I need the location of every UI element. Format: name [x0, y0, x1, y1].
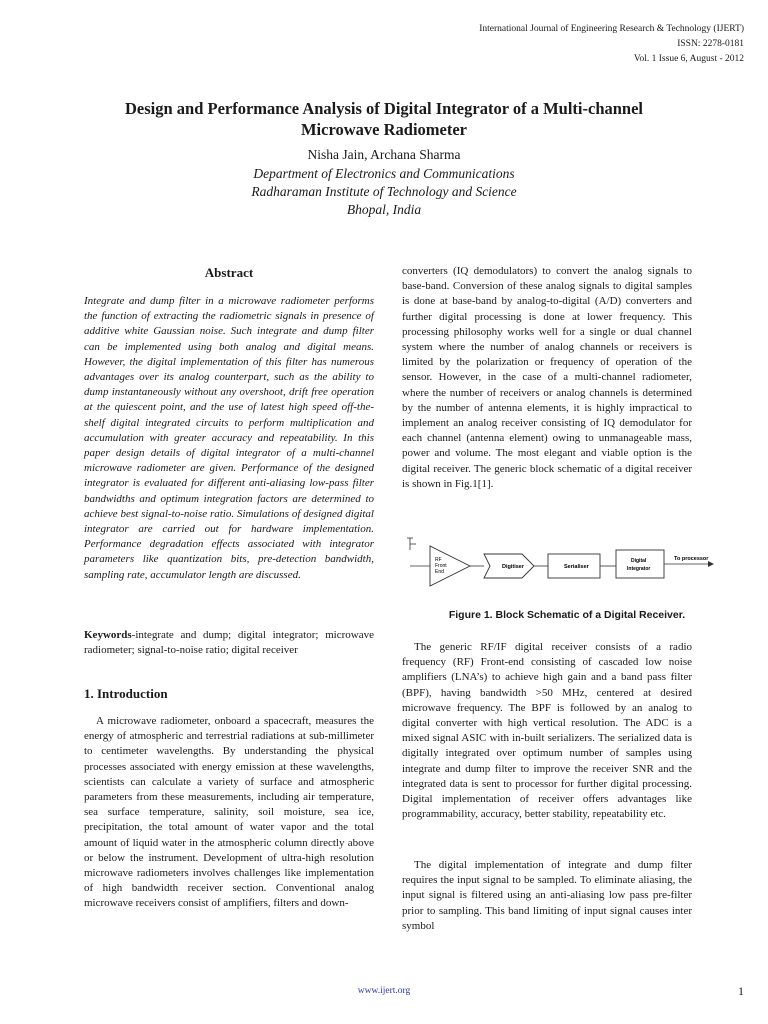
digitiser-label: Digitiser — [502, 564, 525, 570]
figure-caption: Figure 1. Block Schematic of a Digital Receiver. — [448, 609, 686, 621]
intro-paragraph-1: A microwave radiometer, onboard a spacecraft, measures the energy of atmospheric and terrestrial radiations at sub-millimeter to centimeter wavelengths. By understanding the physical processes associated with energy emission at these wavelengths, scientists can calculate a variety of surface and atmospheric parameters from these measurements, including air temperature, sea surface temperature, salinity, soil moisture, sea ice, precipitation, the total amount of water vapor and the total amount of liquid water in the atmospheric column directly above or below the instrument. Development of ultra-high resolution microwave radiometers involves challenges like implementation of high bandwidth receiver section. Conventional analog microwave receivers consist of amplifiers, filters and down- — [84, 715, 374, 910]
block-diagram — [402, 530, 742, 590]
footer-url[interactable]: www.ijert.org — [357, 986, 411, 996]
paper-title — [60, 98, 708, 140]
affiliation-city: Bhopal, India — [346, 202, 422, 217]
rf-label-2: Front — [435, 563, 447, 569]
output-label: To processor — [674, 556, 709, 562]
volume-issue: Vol. 1 Issue 6, August - 2012 — [633, 54, 744, 64]
right-paragraph-1: converters (IQ demodulators) to convert the analog signals to base-band. Conversion of these analog signals to digital samples is done at base-band by analog-to-digital (A/D) converters and further digital processing is done at lower frequency. This processing philosophy works well for a single or dual channel system where the number of analog channels or receivers is limited by the polarization or frequency of operation of the sensor. However, in the case of a multi-channel radiometer, where the number of receivers or analog channels is determined by the number of antenna elements, it is highly impractical to implement an analog receiver consisting of IQ demodulator for each channel (antenna element) owing to unmanageable mass, power and volume. The most elegant and viable option is the digital receiver. The generic block schematic of a digital receiver is shown in Fig.1[1]. — [402, 265, 692, 490]
rf-label-3: End — [435, 569, 444, 575]
integrator-block — [616, 550, 664, 578]
journal-name: International Journal of Engineering Research & Technology (IJERT) — [479, 24, 744, 34]
title-line-2: Microwave Radiometer — [300, 120, 467, 139]
integrator-label-1: Digital — [631, 558, 647, 564]
abstract-text: Integrate and dump filter in a microwave radiometer performs the function of extracting the radiometric signals in presence of additive white Gaussian noise. Such integrate and dump filter can be implemented using both analog and digital means. However, the digital implementation of this filter has numerous advantages over its analog counterpart, such as the ability to dump instantaneously without any overshoot, drift free operation at the quiescent point, and the use of latest high speed off-the-shelf digital integrated circuits to perform multiplication and accumulation with greater accuracy and repeatability. In this paper design details of digital integrator of a multi-channel microwave radiometer are given. Performance of the designed integrator is evaluated for different anti-aliasing low-pass filter bandwidths and optimum integration factors are determined to achieve best signal-to-noise ratio. Simulations of designed digital integrator are carried out for hardware implementation. Performance degradation effects associated with integrator parameters like quantization bits, pre-detection bandwidth, sampling rate, accumulator length are discussed. — [84, 295, 374, 581]
keywords-label: Keywords — [84, 629, 132, 641]
right-paragraph-3: The digital implementation of integrate and dump filter requires the input signal to be sampled. To eliminate aliasing, the input signal is filtered using an anti-aliasing low pass pre-filter prior to sampling. This band limiting of input signal causes inter symbol — [402, 859, 692, 932]
keywords-text: -integrate and dump; digital integrator; microwave radiometer; signal-to-noise ratio; digital receiver — [84, 629, 374, 657]
right-paragraph-2: The generic RF/IF digital receiver consists of a radio frequency (RF) Front-end consisting of cascaded low noise amplifiers (LNA’s) to achieve high gain and a band pass filter (BPF), having bandwidth >50 MHz, centered at desired microwave frequency. The BPF is followed by an analog to digital converter with high vertical resolution. The ADC is a mixed signal ASIC with in-built serializers. The serialized data is digitally integrated over optimum number of samples using integrate and dump filter to improve the receiver SNR and the integrated data is sent to processor for further digital processing. Digital implementation of receiver offers advantages like programmability, accuracy, better stability, repeatability etc. — [402, 641, 692, 821]
integrator-label-2: Integrator — [627, 566, 651, 572]
journal-header — [479, 22, 744, 67]
issn: ISSN: 2278-0181 — [677, 39, 744, 49]
page-number: 1 — [738, 984, 744, 998]
abstract-heading: Abstract — [204, 265, 254, 280]
authors: Nisha Jain, Archana Sharma — [307, 147, 461, 162]
rf-label-1: RF — [435, 557, 442, 563]
affiliation-dept: Department of Electronics and Communications — [253, 166, 515, 181]
affiliation-institute: Radharaman Institute of Technology and Science — [251, 184, 517, 199]
keywords — [84, 628, 374, 658]
serialiser-label: Serialiser — [564, 564, 589, 570]
title-line-1: Design and Performance Analysis of Digital Integrator of a Multi-channel — [124, 99, 644, 118]
affiliation — [60, 165, 708, 219]
intro-heading: 1. Introduction — [84, 686, 168, 701]
